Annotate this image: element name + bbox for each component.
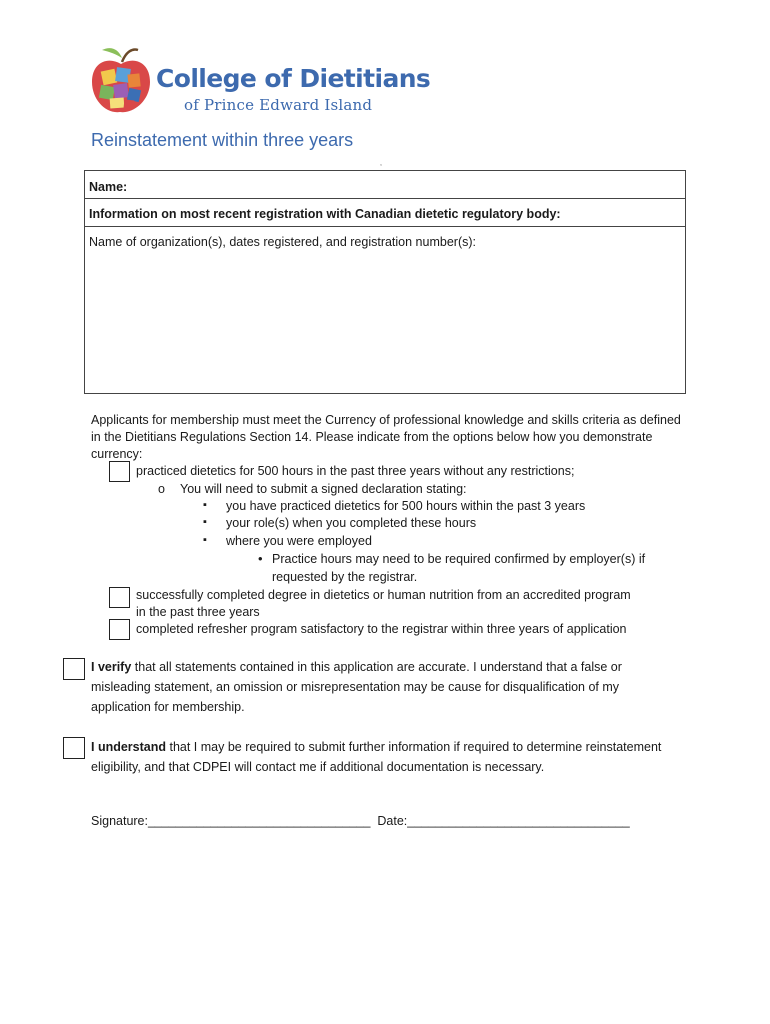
- name-label: Name:: [89, 180, 128, 194]
- option-practiced-checkbox[interactable]: [109, 461, 130, 482]
- apple-logo-icon: [88, 44, 154, 116]
- verify-statement: [91, 657, 681, 717]
- page-title: Reinstatement within three years: [91, 130, 354, 150]
- organizations-label: Name of organization(s), dates registered, and registration number(s):: [89, 235, 476, 249]
- understand-text: that I may be required to submit further information if required to determine reinstatement eligibility, and that CDPEI will contact me if additional documentation is necessary.: [91, 740, 662, 774]
- verify-text: that all statements contained in this application are accurate. I understand that a false or misleading statement, an omission or misrepresentation may be cause for disqualification of my application for membership.: [91, 660, 622, 714]
- stray-mark: ,: [380, 160, 382, 167]
- signature-line[interactable]: [91, 814, 630, 828]
- option-degree-label-line1: successfully completed degree in dietetics or human nutrition from an accredited program: [136, 588, 631, 602]
- option-degree-label-line2: in the past three years: [136, 605, 260, 619]
- option-refresher-checkbox[interactable]: [109, 619, 130, 640]
- round-bullet-icon: •: [258, 551, 263, 566]
- declaration-item: where you were employed: [226, 534, 372, 548]
- verify-bold: I verify: [91, 660, 132, 674]
- registration-info-label: Information on most recent registration with Canadian dietetic regulatory body:: [89, 207, 561, 221]
- declaration-item: you have practiced dietetics for 500 hours within the past 3 years: [226, 499, 586, 513]
- name-field[interactable]: [85, 171, 685, 199]
- sub-bullet-icon: o: [158, 482, 165, 496]
- option-practiced-label: practiced dietetics for 500 hours in the past three years without any restrictions;: [136, 464, 575, 478]
- practice-hours-note-line1: Practice hours may need to be required confirmed by employer(s) if: [272, 552, 646, 566]
- practice-hours-note-line2: requested by the registrar.: [272, 570, 418, 584]
- declaration-item: your role(s) when you completed these hours: [226, 516, 477, 530]
- organizations-field[interactable]: [85, 227, 685, 393]
- understand-statement: [91, 737, 681, 777]
- option-refresher-label: completed refresher program satisfactory to the registrar within three years of application: [136, 622, 627, 636]
- signature-label: Signature:________________________________: [91, 814, 371, 828]
- college-logo: [88, 44, 431, 118]
- understand-bold: I understand: [91, 740, 167, 754]
- currency-intro: Applicants for membership must meet the Currency of professional knowledge and skills criteria as defined in the Dietitians Regulations Section 14. Please indicate from the options below how you demonstrate currency:: [91, 413, 681, 461]
- declaration-note: You will need to submit a signed declaration stating:: [180, 482, 467, 496]
- option-degree-checkbox[interactable]: [109, 587, 130, 608]
- square-bullet-icon: ▪: [203, 534, 207, 546]
- logo-title: College of Dietitians: [156, 64, 431, 93]
- square-bullet-icon: ▪: [203, 499, 207, 511]
- square-bullet-icon: ▪: [203, 516, 207, 528]
- understand-checkbox[interactable]: [63, 737, 85, 759]
- applicant-info-table: [84, 170, 686, 394]
- verify-checkbox[interactable]: [63, 658, 85, 680]
- logo-subtitle: of Prince Edward Island: [184, 96, 373, 114]
- date-label: Date:________________________________: [377, 814, 630, 828]
- registration-info-header: [85, 199, 685, 227]
